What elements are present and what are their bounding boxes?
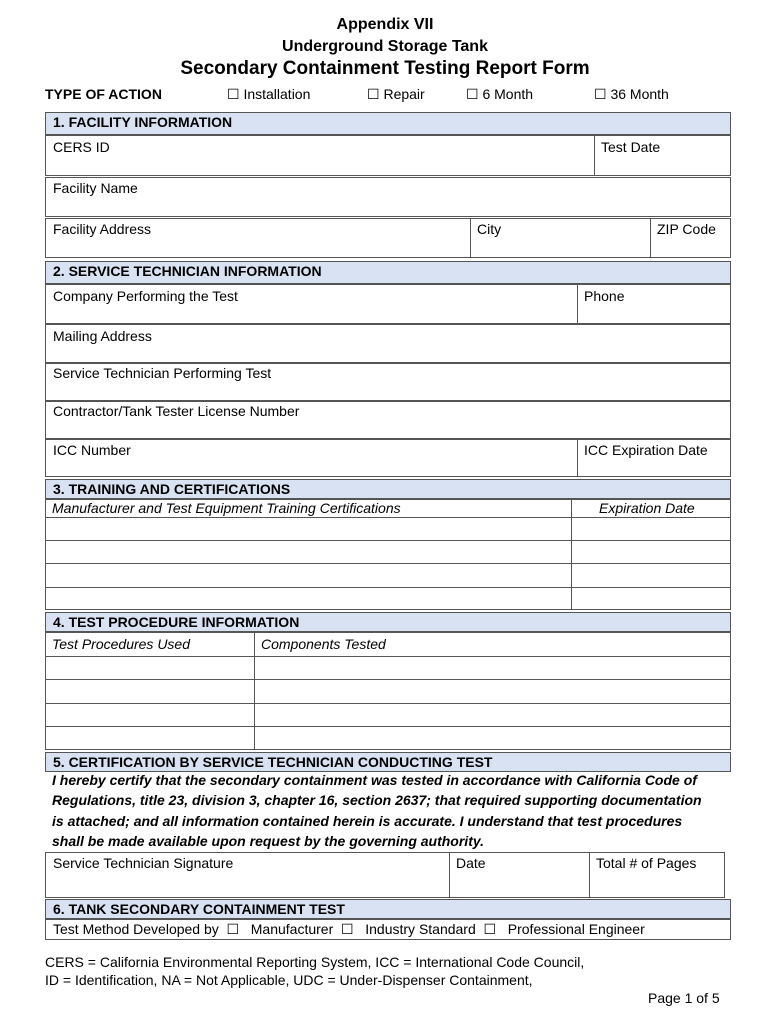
checkbox-installation[interactable]: ☐ Installation xyxy=(227,86,311,102)
technician-field[interactable]: Service Technician Performing Test xyxy=(53,365,272,381)
form-title: Secondary Containment Testing Report Form xyxy=(180,58,590,79)
icc-number-field[interactable]: ICC Number xyxy=(53,442,131,458)
checkbox-manufacturer[interactable]: ☐ Manufacturer xyxy=(222,921,334,937)
option-label: 6 Month xyxy=(482,86,534,102)
divider xyxy=(594,135,595,176)
row-facility-name xyxy=(45,177,731,217)
facility-name-field[interactable]: Facility Name xyxy=(53,180,138,196)
company-field[interactable]: Company Performing the Test xyxy=(53,288,238,304)
footer-abbreviations-1: CERS = California Environmental Reporting System, ICC = International Code Council, xyxy=(45,954,585,970)
test-method-row xyxy=(53,921,645,938)
row-line xyxy=(45,517,731,518)
section-4-header: 4. TEST PROCEDURE INFORMATION xyxy=(45,612,731,632)
total-pages-field[interactable]: Total # of Pages xyxy=(596,855,697,871)
row-line xyxy=(45,703,731,704)
checkbox-36-month[interactable]: ☐ 36 Month xyxy=(594,86,669,102)
appendix-title: Appendix VII xyxy=(336,16,434,33)
row-line xyxy=(45,679,731,680)
procedures-column-header: Test Procedures Used xyxy=(52,636,190,652)
option-label: Installation xyxy=(243,86,311,102)
divider xyxy=(650,218,651,258)
option-label: 36 Month xyxy=(610,86,669,102)
checkbox-6-month[interactable]: ☐ 6 Month xyxy=(466,86,534,102)
cers-id-field[interactable]: CERS ID xyxy=(53,139,110,155)
test-method-label: Test Method Developed by xyxy=(53,921,219,937)
components-column-header: Components Tested xyxy=(261,636,386,652)
expiration-column-header: Expiration Date xyxy=(599,500,695,516)
test-date-field[interactable]: Test Date xyxy=(601,139,661,155)
section-3-header: 3. TRAINING AND CERTIFICATIONS xyxy=(45,479,731,499)
divider xyxy=(577,284,578,324)
checkbox-professional-engineer[interactable]: ☐ Professional Engineer xyxy=(479,921,645,937)
page-number: Page 1 of 5 xyxy=(648,990,720,1006)
divider xyxy=(470,218,471,258)
row-line xyxy=(45,540,731,541)
zip-code-field[interactable]: ZIP Code xyxy=(657,221,716,237)
row-line xyxy=(45,587,731,588)
training-column-header: Manufacturer and Test Equipment Training Certifications xyxy=(52,500,401,516)
footer-abbreviations-2: ID = Identification, NA = Not Applicable, UDC = Under-Dispenser Containment, xyxy=(45,972,533,988)
phone-field[interactable]: Phone xyxy=(584,288,625,304)
option-label: Professional Engineer xyxy=(507,921,645,937)
type-of-action-label: TYPE OF ACTION xyxy=(45,86,162,102)
row-line xyxy=(45,726,731,727)
license-number-field[interactable]: Contractor/Tank Tester License Number xyxy=(53,403,300,419)
signature-field[interactable]: Service Technician Signature xyxy=(53,855,234,871)
mailing-address-field[interactable]: Mailing Address xyxy=(53,328,152,344)
signature-date-field[interactable]: Date xyxy=(456,855,486,871)
checkbox-industry-standard[interactable]: ☐ Industry Standard xyxy=(337,921,476,937)
section-5-header: 5. CERTIFICATION BY SERVICE TECHNICIAN CONDUCTING TEST xyxy=(45,752,731,772)
checkbox-repair[interactable]: ☐ Repair xyxy=(367,86,425,102)
row-line xyxy=(45,656,731,657)
facility-address-field[interactable]: Facility Address xyxy=(53,221,152,237)
divider xyxy=(577,439,578,477)
divider xyxy=(449,852,450,898)
divider xyxy=(571,499,572,610)
row-line xyxy=(45,563,731,564)
option-label: Repair xyxy=(383,86,425,102)
section-6-header: 6. TANK SECONDARY CONTAINMENT TEST xyxy=(45,899,731,919)
form-subtitle: Underground Storage Tank xyxy=(282,38,488,55)
divider xyxy=(254,632,255,750)
option-label: Manufacturer xyxy=(250,921,334,937)
icc-expiration-field[interactable]: ICC Expiration Date xyxy=(584,442,708,458)
section-2-header: 2. SERVICE TECHNICIAN INFORMATION xyxy=(45,261,731,284)
certification-statement: I hereby certify that the secondary containment was tested in accordance with California Code of Regulations, title 23, division 3, chapter 16, section 2637; that required supporting documentation is attached; and all information contained herein is accurate. I understand that test procedures shall be made available upon request by the governing authority. xyxy=(52,772,702,849)
option-label: Industry Standard xyxy=(365,921,476,937)
section-1-header: 1. FACILITY INFORMATION xyxy=(45,112,731,135)
city-field[interactable]: City xyxy=(477,221,502,237)
divider xyxy=(589,852,590,898)
